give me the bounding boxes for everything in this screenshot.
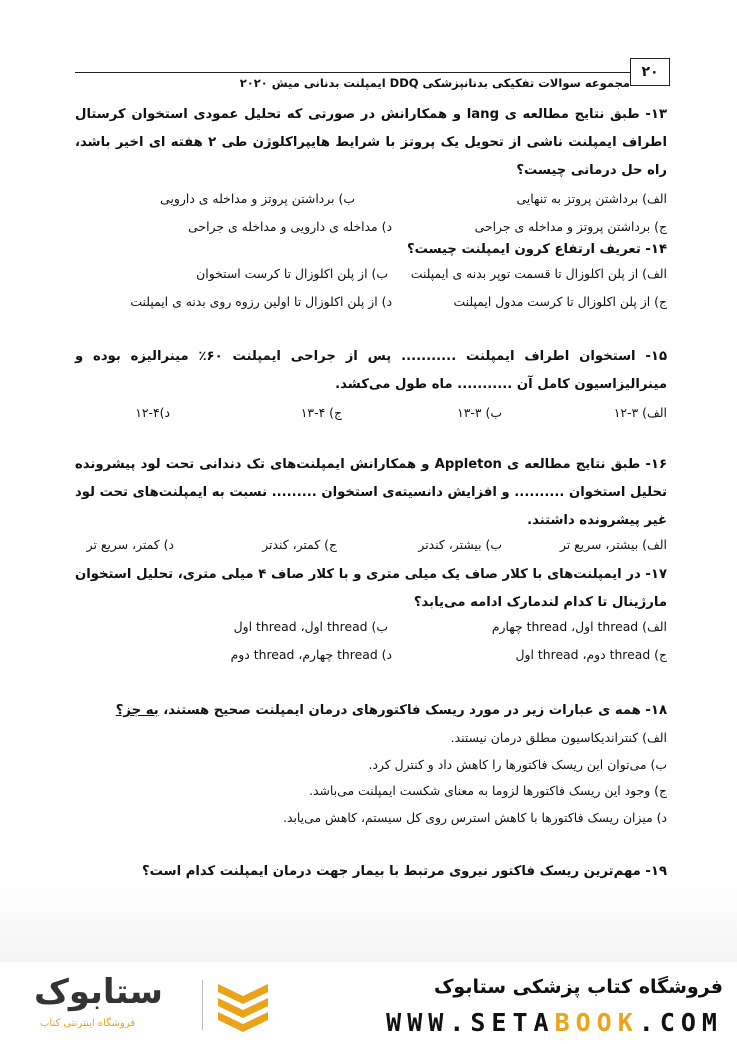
question-text: ۱۹- مهم‌ترین ریسک فاکتور نیروی مرتبط با بیمار جهت درمان ایمپلنت کدام است؟ — [142, 864, 667, 879]
option-b: ب) ۳-۱۳ — [457, 405, 502, 420]
running-title: مجموعه سوالات تفکیکی بدنانپزشکی DDQ ایمپلنت بدنانی میش ۲۰۲۰ — [239, 76, 630, 90]
question-text: ۱۴- تعریف ارتفاع کرون ایمپلنت چیست؟ — [407, 242, 667, 257]
option-b: ب) بیشتر، کندتر — [418, 537, 502, 552]
question-13 — [75, 101, 667, 247]
question-text — [75, 697, 667, 725]
option-d: د) مداخله ی دارویی و مداخله ی جراحی — [188, 219, 392, 234]
store-url-suffix: .COM — [638, 1008, 723, 1037]
question-15 — [75, 343, 667, 431]
option-a: الف) thread اول، thread چهارم — [491, 619, 667, 634]
store-url[interactable] — [386, 1008, 723, 1037]
store-url-prefix: WWW.SETA — [386, 1008, 555, 1037]
question-text: ۱۵- استخوان اطراف ایمپلنت ........... پس از جراحی ایمپلنت ۶۰٪ مینرالیزه بوده و مینرالیزاسیون کامل آن ........... ماه طول می‌کشد. — [75, 349, 667, 392]
option-d: د)۴-۱۲ — [135, 405, 170, 420]
option-d: د) thread چهارم، thread دوم — [230, 647, 392, 662]
page-number: ۲۰ — [630, 58, 670, 86]
option-a: الف) از پلن اکلوزال تا قسمت توپر بدنه ی ایمپلنت — [410, 266, 667, 281]
option-c: ج) thread دوم، thread اول — [515, 647, 667, 662]
question-text-main: ۱۸- همه ی عبارات زیر در مورد ریسک فاکتورهای درمان ایمپلنت صحیح هستند، — [158, 703, 667, 718]
option-b: ب) می‌توان این ریسک فاکتورها را کاهش داد و کنترل کرد. — [368, 756, 667, 772]
option-c: ج) ۴-۱۳ — [300, 405, 342, 420]
logo-wordmark: ستابوک — [34, 972, 163, 1012]
question-text: ۱۶- طبق نتایج مطالعه ی Appleton و همکارانش ایمپلنت‌های تک دندانی تحت لود پیشرونده تحلیل استخوان .......... و افزایش دانسیته‌ی استخوان ......... نسبت به ایمپلنت‌های تحت لود غیر پیشرونده داشتند. — [75, 457, 667, 528]
option-a: الف) کنتراندیکاسیون مطلق درمان نیستند. — [450, 730, 667, 745]
option-a: الف) ۳-۱۲ — [613, 405, 667, 420]
option-b: ب) از پلن اکلوزال تا کرست استخوان — [196, 266, 388, 281]
option-c: ج) کمتر، کندتر — [262, 537, 337, 552]
question-18 — [75, 697, 667, 831]
option-a: الف) برداشتن پروتز به تنهایی — [516, 191, 667, 206]
logo-tagline: فروشگاه اینترنتی کتاب — [40, 1018, 136, 1029]
option-c: ج) وجود این ریسک فاکتورها لزوما به معنای شکست ایمپلنت می‌باشد. — [309, 783, 667, 798]
question-16 — [75, 451, 667, 563]
question-text: ۱۳- طبق نتایج مطالعه ی lang و همکارانش در صورتی که تحلیل عمودی استخوان کرستال اطراف ایمپلنت ناشی از تحویل یک پروتز با شرایط هایپراکلوژن طی ۲ هفته ای اخیر باشد، راه حل درمانی چیست؟ — [75, 107, 667, 178]
question-text-except: به جز؟ — [115, 703, 159, 718]
store-name: فروشگاه کتاب پزشکی ستابوک — [433, 976, 723, 998]
store-url-highlight: BOOK — [554, 1008, 639, 1037]
question-17 — [75, 561, 667, 675]
book-stack-icon — [214, 976, 272, 1032]
option-c: ج) برداشتن پروتز و مداخله ی جراحی — [474, 219, 667, 234]
option-d: د) کمتر، سریع تر — [86, 537, 174, 552]
option-a: الف) بیشتر، سریع تر — [559, 537, 667, 552]
option-c: ج) از پلن اکلوزال تا کرست مدول ایمپلنت — [453, 294, 667, 309]
footer-banner — [0, 962, 737, 1044]
header-rule — [75, 72, 630, 73]
logo-divider — [202, 980, 203, 1030]
option-b: ب) برداشتن پروتز و مداخله ی دارویی — [160, 191, 355, 206]
question-14 — [75, 236, 667, 322]
footer-fade — [0, 880, 737, 970]
question-text: ۱۷- در ایمپلنت‌های با کلار صاف یک میلی متری و با کلار صاف ۴ میلی متری، تحلیل استخوان مارژینال تا کدام لندمارک ادامه می‌یابد؟ — [75, 567, 667, 610]
option-b: ب) thread اول، thread اول — [233, 619, 388, 634]
option-d: د) از پلن اکلوزال تا اولین رزوه روی بدنه ی ایمپلنت — [130, 294, 392, 309]
option-d: د) میزان ریسک فاکتورها با کاهش استرس روی کل سیستم، کاهش می‌یابد. — [283, 809, 667, 825]
